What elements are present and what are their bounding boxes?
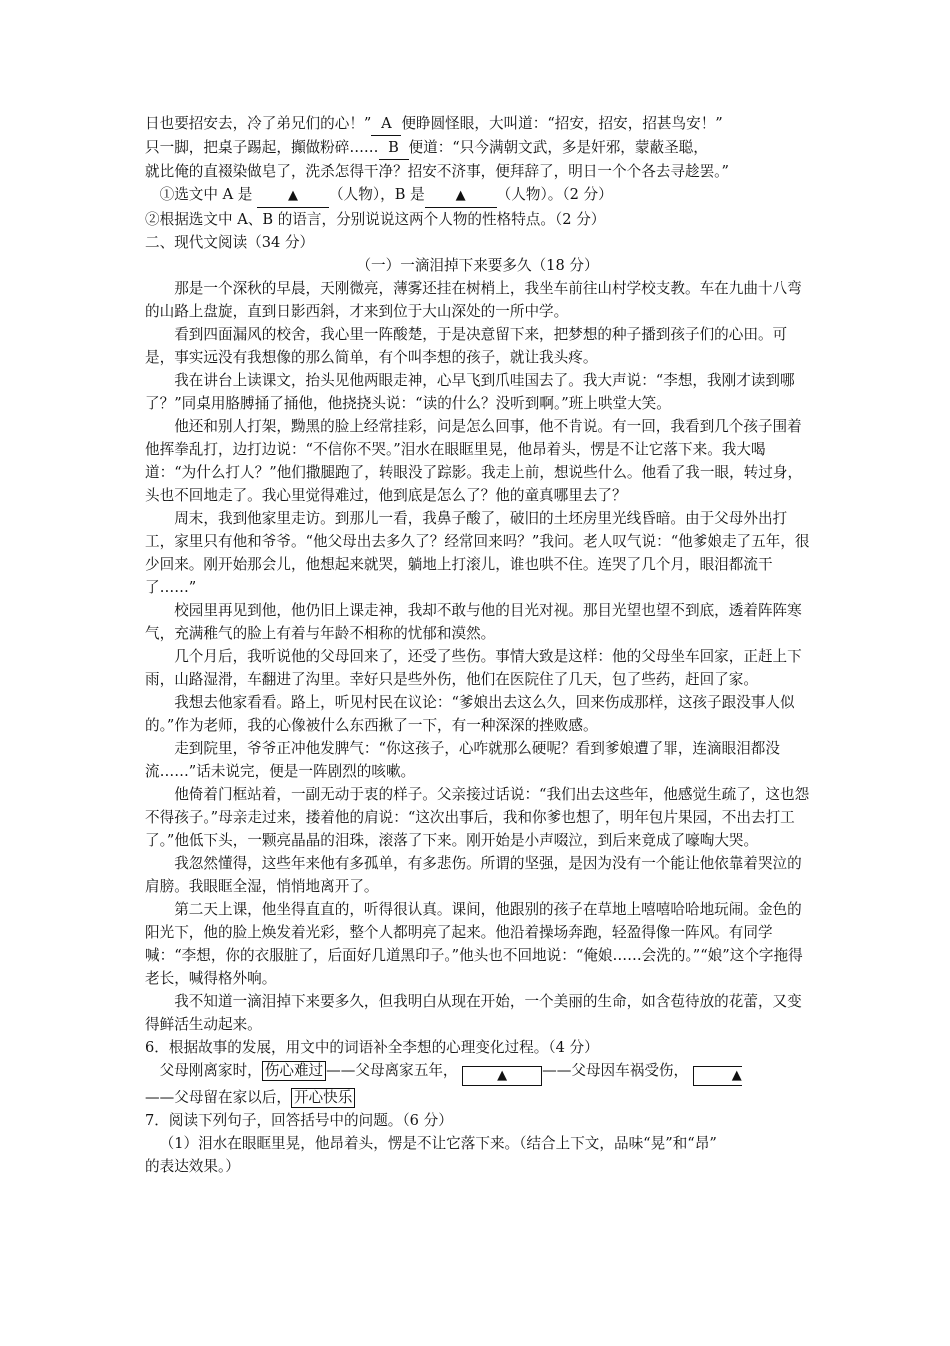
answer-box-blank-2[interactable]: ▲ (693, 1066, 742, 1086)
excerpt-line-2 (145, 136, 810, 160)
q1-prefix: ①选文中 A 是 (159, 186, 253, 203)
answer-box-blank-1[interactable]: ▲ (462, 1066, 542, 1086)
excerpt-line-1 (145, 112, 810, 136)
label-a: A (371, 112, 401, 136)
question-6-line-2 (145, 1086, 810, 1109)
question-2: ②根据选文中 A、B 的语言，分别说说这两个人物的性格特点。（2 分） (145, 211, 606, 228)
article-paragraph: 我在讲台上读课文，抬头见他两眼走神，心早飞到爪哇国去了。我大声说：“李想，我刚才读到哪了？”同桌用胳膊捅了捅他，他挠挠头说：“读的什么？没听到啊。”班上哄堂大笑。 (145, 372, 795, 412)
article-paragraph: 周末，我到他家里走访。到那儿一看，我鼻子酸了，破旧的土坯房里光线昏暗。由于父母外出打工，家里只有他和爷爷。“他父母出去多久了？经常回来吗？”我问。老人叹气说：“他爹娘走了五年，很少回来。刚开始那会儿，他想起来就哭，躺地上打滚儿，谁也哄不住。连哭了几个月，眼泪都流干了……” (145, 510, 810, 596)
article-paragraph: 那是一个深秋的早晨，天刚微亮，薄雾还挂在树梢上，我坐车前往山村学校支教。车在九曲十八弯的山路上盘旋，直到日影西斜，才来到位于大山深处的一所中学。 (145, 280, 802, 320)
article-paragraph: 我不知道一滴泪掉下来要多久，但我明白从现在开始，一个美丽的生命，如含苞待放的花蕾，又变得鲜活生动起来。 (145, 993, 802, 1033)
question-1 (145, 183, 810, 208)
article-paragraph: 看到四面漏风的校舍，我心里一阵酸楚，于是决意留下来，把梦想的种子播到孩子们的心田。可是，事实远没有我想像的那么简单，有个叫李想的孩子，就让我头疼。 (145, 326, 788, 366)
question-6-title: 6．根据故事的发展，用文中的词语补全李想的心理变化过程。（4 分） (145, 1039, 599, 1056)
article-paragraph: 校园里再见到他，他仍旧上课走神，我却不敢与他的目光对视。那目光望也望不到底，透着阵阵寒气，充满稚气的脸上有着与年龄不相称的忧郁和漠然。 (145, 602, 802, 642)
excerpt-text: 只一脚，把桌子踢起，攧做粉碎…… (145, 139, 379, 156)
article-title: （一）一滴泪掉下来要多久（18 分） (356, 257, 599, 274)
article-paragraph: 几个月后，我听说他的父母回来了，还受了些伤。事情大致是这样：他的父母坐车回家，正赶上下雨，山路湿滑，车翻进了沟里。幸好只是些外伤，他们在医院住了几天，包了些药，赶回了家。 (145, 648, 802, 688)
question-7-item-1-cont: 的表达效果。） (145, 1158, 240, 1175)
article-paragraph: 第二天上课，他坐得直直的，听得很认真。课间，他跟别的孩子在草地上嘻嘻哈哈地玩闹。金色的阳光下，他的脸上焕发着光彩，整个人都明亮了起来。他沿着操场奔跑，轻盈得像一阵风。有同学喊：“李想，你的衣服脏了，后面好几道黑印子。”他头也不回地说：“俺娘……会洗的。”“娘”这个字拖得老长，喊得格外响。 (145, 901, 803, 987)
answer-blank-b[interactable]: ▲ (425, 184, 497, 208)
excerpt-text: 便道：“只今满朝文武，多是奸邪，蒙蔽圣聪， (408, 139, 708, 156)
article-paragraph: 我想去他家看看。路上，听见村民在议论：“爹娘出去这么久，回来伤成那样，这孩子跟没事人似的。”作为老师，我的心像被什么东西揪了一下，有一种深深的挫败感。 (145, 694, 795, 734)
article-paragraph: 走到院里，爷爷正冲他发脾气：“你这孩子，心咋就那么硬呢？看到爹娘遭了罪，连滴眼泪都没流……”话未说完，便是一阵剧烈的咳嗽。 (145, 740, 780, 780)
article-paragraph: 他还和别人打架，黝黑的脸上经常挂彩，问是怎么回事，他不肯说。有一回，我看到几个孩子围着他挥拳乱打，边打边说：“不信你不哭。”泪水在眼眶里晃，他昂着头，愣是不让它落下来。我大喝道：“为什么打人？”他们撒腿跑了，转眼没了踪影。我走上前，想说些什么。他看了我一眼，转过身，头也不回地走了。我心里觉得难过，他到底是怎么了？他的童真哪里去了？ (145, 418, 803, 504)
question-7-title: 7．阅读下列句子，回答括号中的问题。（6 分） (145, 1112, 453, 1129)
excerpt-text: 日也要招安去，冷了弟兄们的心！” (145, 115, 372, 132)
excerpt-text: 便睁圆怪眼，大叫道：“招安，招安，招甚鸟安！” (401, 115, 723, 132)
answer-box-sad: 伤心难过 (262, 1061, 326, 1081)
article-paragraph: 他倚着门框站着，一副无动于衷的样子。父亲接过话说：“我们出去这些年，他感觉生疏了，这也怨不得孩子。”母亲走过来，搂着他的肩说：“这次出事后，我和你爹也想了，明年包片果园，不出去打工了。”他低下头，一颗亮晶晶的泪珠，滚落了下来。刚开始是小声啜泣，到后来竟成了嚎啕大哭。 (145, 786, 810, 849)
label-b: B (379, 136, 409, 160)
answer-box-happy: 开心快乐 (291, 1088, 355, 1108)
q1-suffix: （人物）。（2 分） (496, 186, 613, 203)
excerpt-line-3: 就比俺的直裰染做皂了，洗杀怎得干净？招安不济事，便拜辞了，明日一个个各去寻趁罢。” (145, 163, 729, 180)
q6-prefix: 父母刚离家时， (159, 1062, 262, 1079)
question-7-item-1: （1）泪水在眼眶里晃，他昂着头，愣是不让它落下来。（结合上下文，品味“晃”和“昂” (159, 1135, 717, 1152)
q1-mid: （人物），B 是 (329, 186, 425, 203)
q6-line2-prefix: ——父母留在家以后， (145, 1089, 291, 1106)
page-content (145, 112, 810, 1178)
answer-blank-a[interactable]: ▲ (257, 184, 329, 208)
q6-mid1: ——父母离家五年， (326, 1062, 458, 1079)
article-paragraph: 我忽然懂得，这些年来他有多孤单，有多悲伤。所谓的坚强，是因为没有一个能让他依靠着哭泣的肩膀。我眼眶全湿，悄悄地离开了。 (145, 855, 802, 895)
section-title: 二、现代文阅读（34 分） (145, 234, 315, 251)
question-6-line-1 (145, 1059, 810, 1086)
q6-mid2: ——父母因车祸受伤， (542, 1062, 689, 1079)
